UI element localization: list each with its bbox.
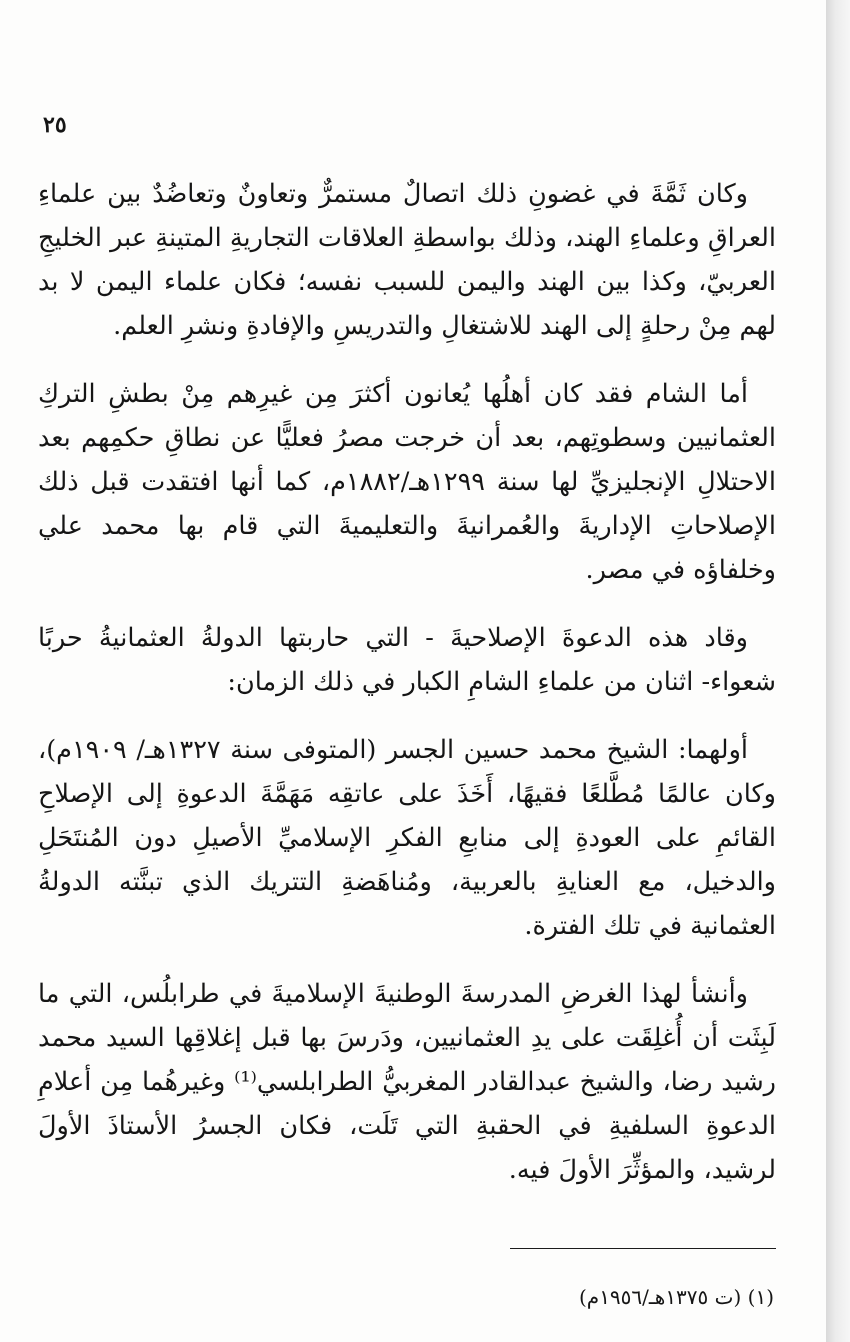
paragraph-1: وكان ثَمَّةَ في غضونِ ذلك اتصالٌ مستمرٌّ وتعاونٌ وتعاضُدٌ بين علماءِ العراقِ وعلماءِ الهند، وذلك بواسطةِ العلاقات التجاريةِ المتينةِ عبر الخليجِ العربيّ، وكذا بين الهند واليمن للسبب نفسه؛ فكان علماء اليمن لا بد لهم مِنْ رحلةٍ إلى الهند للاشتغالِ والتدريسِ والإفادةِ ونشرِ العلم.	[38, 179, 776, 341]
page-number: ٢٥	[43, 112, 67, 138]
page-edge-shadow	[826, 0, 850, 1342]
paragraph-2: أما الشام فقد كان أهلُها يُعانون أكثرَ مِن غيرِهم مِنْ بطشِ التركِ العثمانيين وسطوتِهم، بعد أن خرجت مصرُ فعليًّا عن نطاقِ حكمِهم بعد الاحتلالِ الإنجليزيِّ لها سنة ١٢٩٩هـ/١٨٨٢م، كما أنها افتقدت قبل ذلك الإصلاحاتِ الإداريةَ والعُمرانيةَ والتعليميةَ التي قام بها محمد علي وخلفاؤه في مصر.	[38, 379, 776, 585]
footnote: (١) (ت ١٣٧٥هـ/١٩٥٦م)	[579, 1285, 774, 1309]
footnote-divider	[510, 1248, 776, 1249]
paragraph-4: أولهما: الشيخ محمد حسين الجسر (المتوفى سنة ١٣٢٧هـ/ ١٩٠٩م)، وكان عالمًا مُطَّلعًا فقيهًا، أَخَذَ على عاتقِه مَهَمَّةَ الدعوةِ إلى الإصلاحِ القائمِ على العودةِ إلى منابعِ الفكرِ الإسلاميِّ الأصيلِ دون المُنتَحَلِ والدخيل، مع العنايةِ بالعربية، ومُناهَضةِ التتريك الذي تبنَّته الدولةُ العثمانية في تلك الفترة.	[38, 735, 776, 941]
body-text	[38, 172, 776, 1216]
paragraph-5: وأنشأ لهذا الغرضِ المدرسةَ الوطنيةَ الإسلاميةَ في طرابلُس، التي ما لَبِثَت أن أُغلِقَت على يدِ العثمانيين، ودَرسَ بها قبل إغلاقِها السيد محمد رشيد رضا، والشيخ عبدالقادر المغربيُّ الطرابلسي⁽¹⁾ وغيرهُما مِن أعلامِ الدعوةِ السلفيةِ في الحقبةِ التي تَلَت، فكان الجسرُ الأستاذَ الأولَ لرشيد، والمؤثِّرَ الأولَ فيه.	[38, 979, 776, 1185]
paragraph-3: وقاد هذه الدعوةَ الإصلاحيةَ - التي حاربتها الدولةُ العثمانيةُ حربًا شعواء- اثنان من علماءِ الشامِ الكبار في ذلك الزمان:	[38, 623, 776, 697]
